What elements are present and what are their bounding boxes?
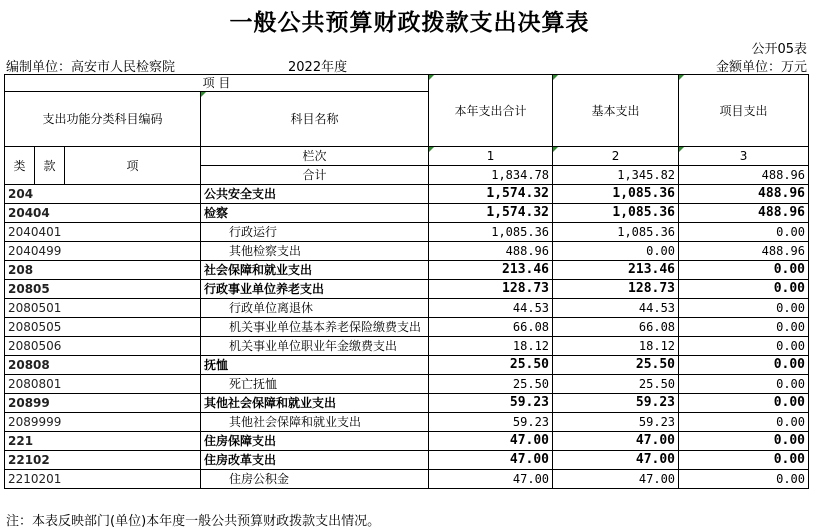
row-basic: 18.12 <box>553 337 679 356</box>
project-column-header: 项目支出 <box>679 75 809 147</box>
heji-label: 合计 <box>201 166 429 185</box>
row-project: 0.00 <box>679 261 809 280</box>
row-code: 20404 <box>5 204 201 223</box>
row-total: 128.73 <box>429 280 553 299</box>
row-name: 行政单位离退休 <box>201 299 429 318</box>
row-name: 抚恤 <box>201 356 429 375</box>
row-code: 2089999 <box>5 413 201 432</box>
row-project: 0.00 <box>679 375 809 394</box>
row-code: 221 <box>5 432 201 451</box>
table-row <box>5 413 809 432</box>
row-project: 0.00 <box>679 280 809 299</box>
row-code: 208 <box>5 261 201 280</box>
row-code: 20808 <box>5 356 201 375</box>
row-project: 488.96 <box>679 185 809 204</box>
column-number-1: 1 <box>429 147 553 166</box>
kuan-header: 款 <box>35 147 65 185</box>
row-total: 488.96 <box>429 242 553 261</box>
table-row <box>5 470 809 489</box>
row-total: 25.50 <box>429 356 553 375</box>
report-title: 一般公共预算财政拨款支出决算表 <box>229 10 590 36</box>
row-total: 47.00 <box>429 470 553 489</box>
row-total: 213.46 <box>429 261 553 280</box>
table-row <box>5 356 809 375</box>
row-name: 检察 <box>201 204 429 223</box>
table-row <box>5 375 809 394</box>
row-total: 66.08 <box>429 318 553 337</box>
row-basic: 0.00 <box>553 242 679 261</box>
footnote: 注：本表反映部门(单位)本年度一般公共预算财政拨款支出情况。 <box>6 514 381 529</box>
row-code: 20805 <box>5 280 201 299</box>
row-project: 488.96 <box>679 242 809 261</box>
header-row-1 <box>5 75 809 92</box>
row-name: 住房改革支出 <box>201 451 429 470</box>
row-project: 0.00 <box>679 299 809 318</box>
row-code: 2040401 <box>5 223 201 242</box>
row-basic: 47.00 <box>553 432 679 451</box>
row-project: 0.00 <box>679 223 809 242</box>
table-row <box>5 394 809 413</box>
row-name: 住房公积金 <box>201 470 429 489</box>
row-project: 0.00 <box>679 451 809 470</box>
row-code: 20899 <box>5 394 201 413</box>
table-row <box>5 280 809 299</box>
row-code: 2080501 <box>5 299 201 318</box>
row-basic: 47.00 <box>553 470 679 489</box>
total-column-header: 本年支出合计 <box>429 75 553 147</box>
sum-total: 1,834.78 <box>429 166 553 185</box>
xiang-header: 项 <box>65 147 201 185</box>
row-project: 488.96 <box>679 204 809 223</box>
row-name: 公共安全支出 <box>201 185 429 204</box>
row-name: 其他社会保障和就业支出 <box>201 394 429 413</box>
row-name: 其他检察支出 <box>201 242 429 261</box>
row-basic: 1,085.36 <box>553 185 679 204</box>
row-total: 44.53 <box>429 299 553 318</box>
row-name: 行政事业单位养老支出 <box>201 280 429 299</box>
table-row <box>5 242 809 261</box>
row-code: 22102 <box>5 451 201 470</box>
row-basic: 44.53 <box>553 299 679 318</box>
row-project: 0.00 <box>679 356 809 375</box>
money-unit: 金额单位：万元 <box>715 60 807 75</box>
row-project: 0.00 <box>679 432 809 451</box>
sum-basic: 1,345.82 <box>553 166 679 185</box>
column-number-3: 3 <box>679 147 809 166</box>
row-name: 其他社会保障和就业支出 <box>201 413 429 432</box>
row-basic: 59.23 <box>553 394 679 413</box>
basic-column-header: 基本支出 <box>553 75 679 147</box>
row-basic: 1,085.36 <box>553 223 679 242</box>
row-code: 2080505 <box>5 318 201 337</box>
row-basic: 59.23 <box>553 413 679 432</box>
row-basic: 128.73 <box>553 280 679 299</box>
row-project: 0.00 <box>679 394 809 413</box>
row-total: 47.00 <box>429 432 553 451</box>
row-total: 59.23 <box>429 413 553 432</box>
row-code: 2080801 <box>5 375 201 394</box>
name-column-header: 科目名称 <box>201 92 429 147</box>
row-basic: 213.46 <box>553 261 679 280</box>
row-basic: 66.08 <box>553 318 679 337</box>
form-number: 公开05表 <box>751 42 807 57</box>
fiscal-year: 2022年度 <box>288 60 348 75</box>
compiling-unit: 编制单位：高安市人民检察院 <box>6 60 176 75</box>
table-row <box>5 204 809 223</box>
table-row <box>5 337 809 356</box>
row-total: 25.50 <box>429 375 553 394</box>
table-row <box>5 299 809 318</box>
row-total: 1,085.36 <box>429 223 553 242</box>
table-row <box>5 432 809 451</box>
row-total: 18.12 <box>429 337 553 356</box>
sum-project: 488.96 <box>679 166 809 185</box>
lei-header: 类 <box>5 147 35 185</box>
table-row <box>5 451 809 470</box>
row-project: 0.00 <box>679 470 809 489</box>
row-basic: 25.50 <box>553 356 679 375</box>
lanci-label: 栏次 <box>201 147 429 166</box>
expenditure-table <box>4 74 809 489</box>
row-code: 2080506 <box>5 337 201 356</box>
row-basic: 47.00 <box>553 451 679 470</box>
row-basic: 25.50 <box>553 375 679 394</box>
row-basic: 1,085.36 <box>553 204 679 223</box>
column-number-2: 2 <box>553 147 679 166</box>
row-total: 47.00 <box>429 451 553 470</box>
row-code: 2040499 <box>5 242 201 261</box>
row-code: 204 <box>5 185 201 204</box>
table-row <box>5 185 809 204</box>
row-name: 社会保障和就业支出 <box>201 261 429 280</box>
row-total: 59.23 <box>429 394 553 413</box>
item-group-header: 项 目 <box>5 75 429 92</box>
row-name: 机关事业单位职业年金缴费支出 <box>201 337 429 356</box>
row-total: 1,574.32 <box>429 185 553 204</box>
row-name: 住房保障支出 <box>201 432 429 451</box>
table-row <box>5 261 809 280</box>
code-column-header: 支出功能分类科目编码 <box>5 92 201 147</box>
table-row <box>5 318 809 337</box>
row-project: 0.00 <box>679 318 809 337</box>
row-name: 行政运行 <box>201 223 429 242</box>
row-total: 1,574.32 <box>429 204 553 223</box>
row-name: 机关事业单位基本养老保险缴费支出 <box>201 318 429 337</box>
table-row <box>5 223 809 242</box>
row-project: 0.00 <box>679 337 809 356</box>
row-name: 死亡抚恤 <box>201 375 429 394</box>
row-project: 0.00 <box>679 413 809 432</box>
row-code: 2210201 <box>5 470 201 489</box>
